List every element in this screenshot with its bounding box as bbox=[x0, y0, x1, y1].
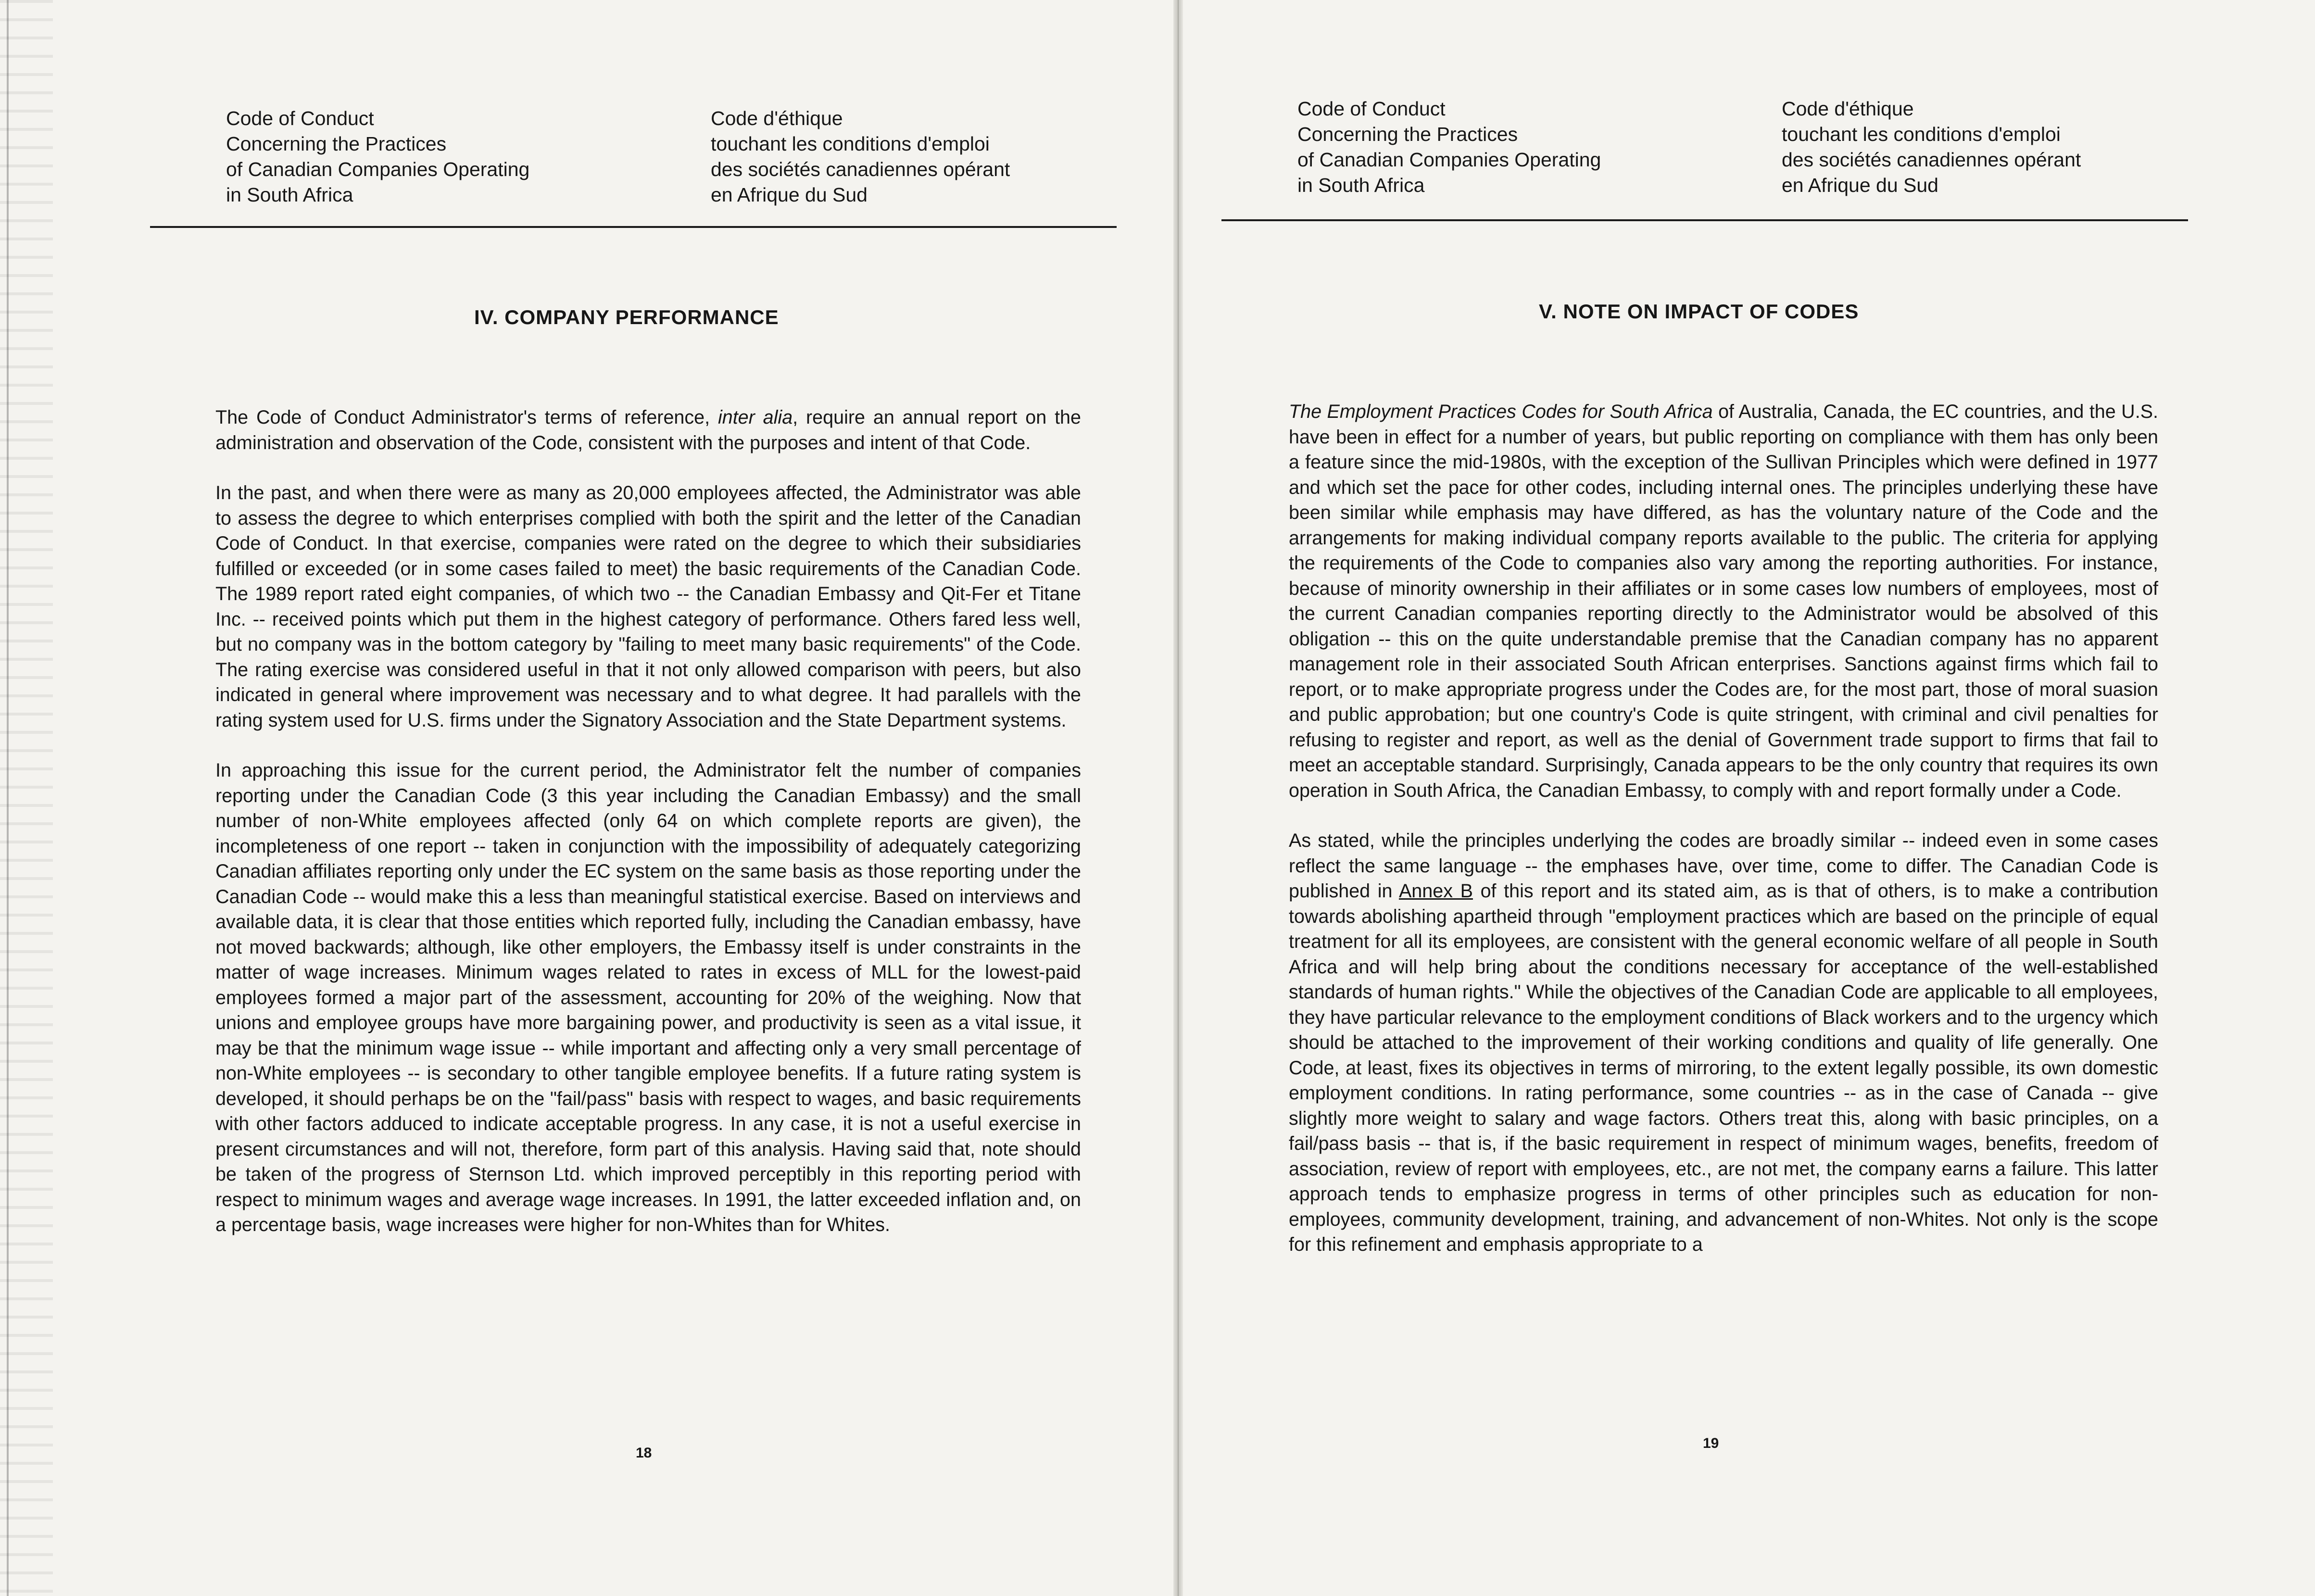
paragraph: As stated, while the principles underlying the codes are broadly similar -- indeed even in some cases reflect the same language -- the emphases have, over time, come to differ. The Canadian Code is published in Annex B of this report and its stated aim, as is that of others, is to make a contribution towards abolishing apartheid through "employment practices which are based on the principle of equal treatment for all its employees, are consistent with the general economic welfare of all people in South Africa and will help bring about the conditions necessary for acceptance of the well-established standards of human rights." While the objectives of the Canadian Code are applicable to all employees, they have particular relevance to the employment conditions of Black workers and to the urgency which should be attached to the improvement of their working conditions and quality of life generally. One Code, at least, fixes its objectives in terms of mirroring, to the extent legally possible, its own domestic employment conditions. In rating performance, some countries -- as in the case of Canada -- give slightly more weight to salary and wage factors. Others treat this, along with basic principles, on a fail/pass basis -- that is, if the basic requirement in respect of minimum wages, benefits, freedom of association, review of report with employees, etc., are not met, the company earns a failure. This latter approach tends to emphasize progress in terms of other principles such as education for non-employees, community development, training, and advancement of non-Whites. Not only is the scope for this refinement and emphasis appropriate to a bbox=[1289, 830, 2159, 1255]
page-number: 19 bbox=[1703, 1435, 1719, 1451]
header-english-line: Code of Conduct bbox=[1297, 98, 1446, 120]
header-english-line: Code of Conduct bbox=[226, 107, 374, 129]
header-english-line: Concerning the Practices bbox=[1297, 123, 1518, 145]
header-english-line: of Canadian Companies Operating bbox=[1297, 149, 1601, 171]
page-number: 18 bbox=[636, 1445, 652, 1461]
paragraph: The Code of Conduct Administrator's terms of reference, inter alia, require an annual report on the administration and observation of the Code, consistent with the purposes and intent of that Code. bbox=[215, 407, 1081, 453]
header-french-line: Code d'éthique bbox=[1782, 98, 1914, 120]
header-rule bbox=[150, 226, 1117, 228]
book-gutter bbox=[1173, 0, 1183, 1596]
header-french-line: en Afrique du Sud bbox=[1782, 174, 1938, 196]
paragraph: In approaching this issue for the current period, the Administrator felt the number of companies reporting under the Canadian Code (3 this year including the Canadian Embassy) and the small number of non-White employees affected (only 64 on which complete reports are given), the incompleteness of one report -- taken in conjunction with the impossibility of adequately categorizing Canadian affiliates reporting only under the EC system on the same basis as those reporting under the Canadian Code -- would make this a less than meaningful statistical exercise. Based on interviews and available data, it is clear that those entities which reported fully, including the Canadian embassy, have not moved backwards; although, like other employers, the Embassy itself is under constraints in the matter of wage increases. Minimum wages related to rates in excess of MLL for the lowest-paid employees formed a major part of the assessment, accounting for 20% of the weighing. Now that unions and employee groups have more bargaining power, and productivity is seen as a vital issue, it may be that the minimum wage issue -- while important and affecting only a very small percentage of non-White employees -- is secondary to other tangible employee benefits. If a future rating system is developed, it should perhaps be on the "fail/pass" basis with respect to wages, and basic requirements with other factors adduced to indicate acceptable progress. In any case, it is not a useful exercise in present circumstances and will not, therefore, form part of this analysis. Having said that, note should be taken of the progress of Sternson Ltd. which improved perceptibly in this reporting period with respect to minimum wages and average wage increases. In 1991, the latter exceeded inflation and, on a percentage basis, wage increases were higher for non-Whites than for Whites. bbox=[215, 760, 1081, 1235]
section-title: IV. COMPANY PERFORMANCE bbox=[474, 306, 779, 328]
header-french-line: Code d'éthique bbox=[711, 107, 843, 129]
header-french bbox=[711, 106, 1010, 208]
header-english-line: in South Africa bbox=[226, 184, 353, 206]
section-title: V. NOTE ON IMPACT OF CODES bbox=[1539, 300, 1859, 323]
header-english bbox=[1297, 96, 1601, 198]
header-english-line: Concerning the Practices bbox=[226, 133, 447, 155]
paragraph: The Employment Practices Codes for South Africa of Australia, Canada, the EC countries, and the U.S. have been in effect for a number of years, but public reporting on compliance with them has only been a feature since the mid-1980s, with the exception of the Sullivan Principles which were defined in 1977 and which set the pace for other codes, including internal ones. The principles underlying these have been similar while emphasis may have differed, as has the voluntary nature of the Code and the arrangements for making individual company reports available to the public. The criteria for applying the requirements of the Code to companies also vary among the reporting authorities. For instance, because of minority ownership in their affiliates or in some cases low numbers of employees, most of the current Canadian companies reporting directly to the Administrator would be absolved of this obligation -- this on the quite understandable premise that the Canadian company has no apparent management role in their associated South African enterprises. Sanctions against firms which fail to report, or to make appropriate progress under the Codes are, for the most part, those of moral suasion and public approbation; but one country's Code is quite stringent, with criminal and civil penalties for refusing to register and report, as well as the denial of Government trade support to firms that fail to meet an acceptable standard. Surprisingly, Canada appears to be the only country that requires its own operation in South Africa, the Canadian Embassy, to comply with and report formally under a Code. bbox=[1289, 401, 2159, 801]
header-french-line: touchant les conditions d'emploi bbox=[1782, 123, 2061, 145]
header-english bbox=[226, 106, 529, 208]
header-french-line: des sociétés canadiennes opérant bbox=[1782, 149, 2081, 171]
header-french-line: touchant les conditions d'emploi bbox=[711, 133, 990, 155]
body-text bbox=[215, 405, 1081, 1263]
paragraph: In the past, and when there were as many as 20,000 employees affected, the Administrator was able to assess the degree to which enterprises complied with both the spirit and the letter of the Canadian Code of Conduct. In that exercise, companies were rated on the degree to which their subsidiaries fulfilled or exceeded (or in some cases failed to meet) the basic requirements of the Canadian Code. The 1989 report rated eight companies, of which two -- the Canadian Embassy and Qit-Fer et Titane Inc. -- received points which put them in the highest category of performance. Others fared less well, but no company was in the bottom category by "failing to meet many basic requirements" of the Code. The rating exercise was considered useful in that it not only allowed comparison with peers, but also indicated in general where improvement was necessary and to what degree. It had parallels with the rating system used for U.S. firms under the Signatory Association and the State Department systems. bbox=[215, 482, 1081, 731]
header-english-line: in South Africa bbox=[1297, 174, 1425, 196]
header-french-line: des sociétés canadiennes opérant bbox=[711, 158, 1010, 180]
header-rule bbox=[1221, 219, 2188, 221]
body-text bbox=[1289, 399, 2158, 1282]
page-19 bbox=[1183, 0, 2315, 1596]
header-french bbox=[1782, 96, 2081, 198]
header-french-line: en Afrique du Sud bbox=[711, 184, 868, 206]
header-english-line: of Canadian Companies Operating bbox=[226, 158, 530, 180]
